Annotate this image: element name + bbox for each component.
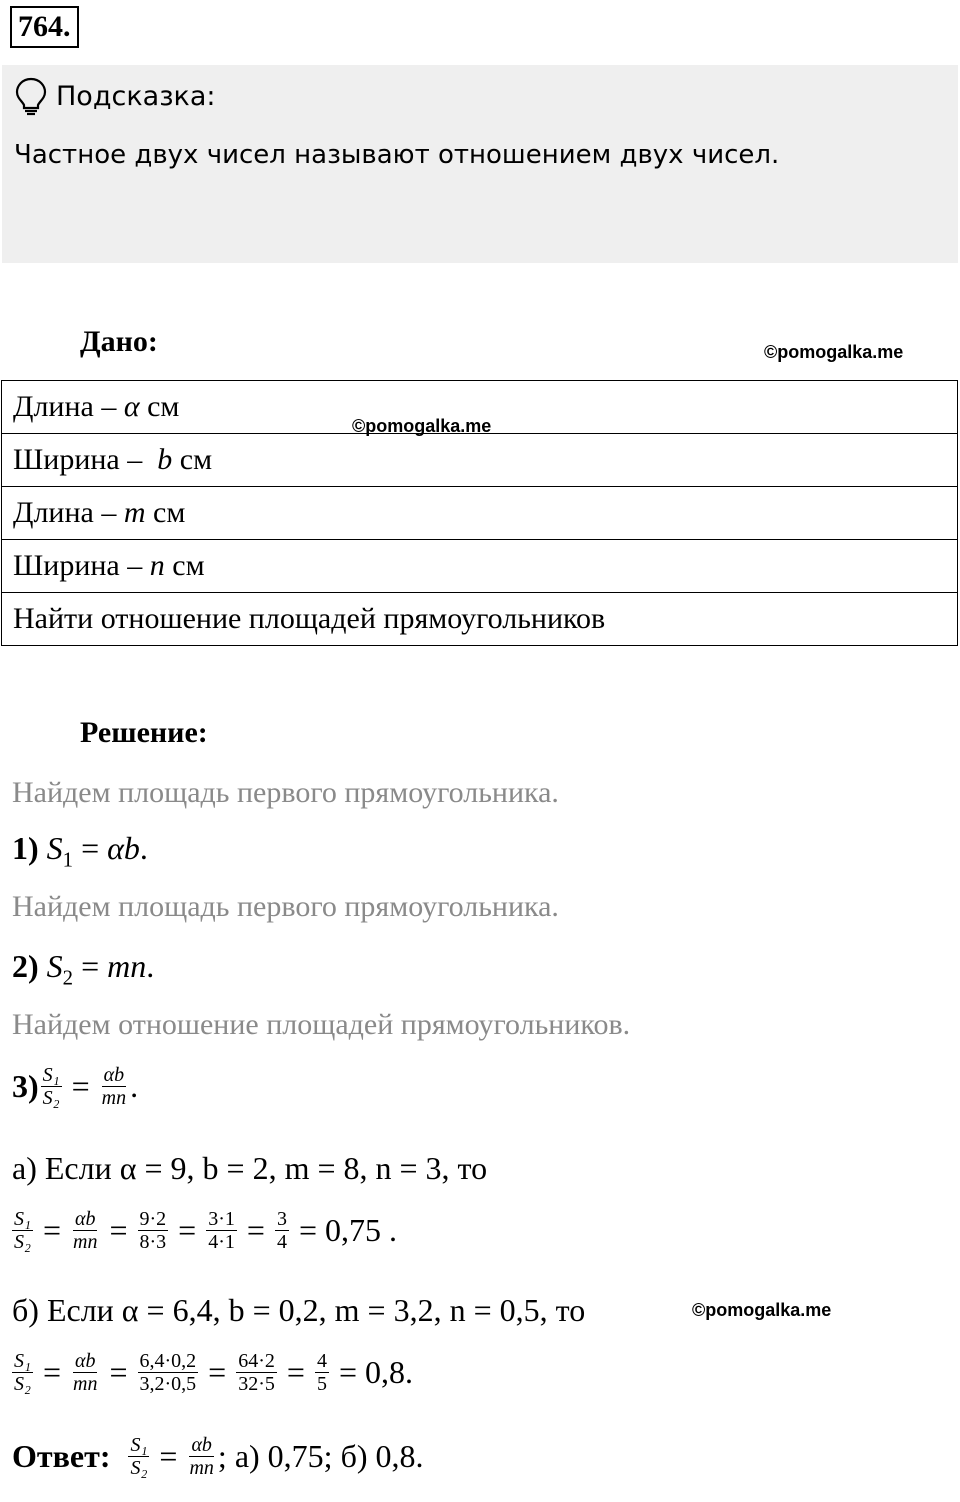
problem-number: 764. bbox=[10, 6, 79, 48]
watermark-1: ©pomogalka.me bbox=[764, 342, 904, 362]
hint-title bbox=[14, 76, 216, 116]
note-2: Найдем площадь первого прямоугольника. bbox=[12, 890, 559, 923]
note-3: Найдем отношение площадей прямоугольников. bbox=[12, 1008, 631, 1041]
step-3: 3) $\frac{\text{S₁}}{\text{S₂}}$ = $\frac{\alpha b}{mn}$ . bbox=[12, 1064, 139, 1109]
table-row bbox=[2, 434, 958, 487]
given-row-2: Ширина – b см bbox=[2, 434, 958, 487]
given-heading: Дано: bbox=[80, 325, 158, 358]
watermark-3: ©pomogalka.me bbox=[692, 1300, 832, 1320]
case-b-text: б) Если α = 6,4, b = 0,2, m = 3,2, n = 0,5, то bbox=[12, 1292, 586, 1328]
case-a-text: а) Если α = 9, b = 2, m = 8, n = 3, то bbox=[12, 1150, 488, 1186]
case-b-calc: $\frac{\text{S₁}}{\text{S₂}}$ = $\frac{\alpha b}{mn}$ = $\frac{6,4\cdot 0,2}{3,2\cdot 0,5}$ = $\frac{64\cdot 2}{32\cdot 5}$ = $\frac{4}{5}$ = 0,8. bbox=[14, 1350, 413, 1395]
watermark-2: ©pomogalka.me bbox=[352, 416, 492, 436]
given-row-5: Найти отношение площадей прямоугольников bbox=[2, 593, 958, 646]
case-a-calc: $\frac{\text{S₁}}{\text{S₂}}$ = $\frac{\alpha b}{mn}$ = $\frac{9\cdot 2}{8\cdot 3}$ = $\frac{3\cdot 1}{4\cdot 1}$ = $\frac{3}{4}$ = 0,75 . bbox=[14, 1208, 397, 1253]
solution-heading: Решение: bbox=[80, 716, 208, 749]
hint-text: Частное двух чисел называют отношением двух чисел. bbox=[14, 140, 780, 170]
table-row bbox=[2, 540, 958, 593]
step-1: 1) $S_1 = \alpha b$. bbox=[12, 830, 148, 872]
hint-title-text: Подсказка: bbox=[56, 80, 216, 112]
answer: Ответ: $\frac{\text{S₁}}{\text{S₂}}$ = $\frac{\alpha b}{mn}$ ; а) 0,75; б) 0,8. bbox=[12, 1434, 424, 1479]
note-1: Найдем площадь первого прямоугольника. bbox=[12, 776, 559, 809]
table-row bbox=[2, 593, 958, 646]
given-row-4: Ширина – n см bbox=[2, 540, 958, 593]
given-row-3: Длина – m см bbox=[2, 487, 958, 540]
given-row-1: Длина – α см bbox=[2, 381, 958, 434]
step-2: 2) $S_2$ = mn. bbox=[12, 948, 155, 990]
lightbulb-icon bbox=[14, 76, 48, 116]
table-row bbox=[2, 487, 958, 540]
